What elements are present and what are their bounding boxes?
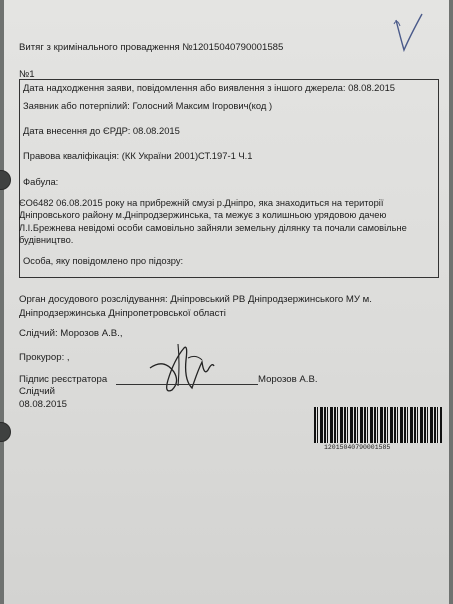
receipt-date-line: Дата надходження заяви, повідомлення або виявлення з іншого джерела: 08.08.2015 xyxy=(23,82,396,93)
legal-qualification-line: Правова кваліфікація: (КК України 2001)СТ.197-1 Ч.1 xyxy=(23,150,253,161)
investigator-line: Слідчий: Морозов А.В., xyxy=(19,328,123,339)
registrar-name: Морозов А.В. xyxy=(258,374,318,385)
case-details-box xyxy=(19,79,439,278)
suspect-line: Особа, яку повідомлено про підозру: xyxy=(23,255,184,266)
applicant-line: Заявник або потерпілий: Голосний Максим Ігорович(код ) xyxy=(23,100,273,111)
signature-line xyxy=(116,384,258,385)
document-title: Витяг з кримінального провадження №12015040790001585 xyxy=(19,42,284,53)
registrar-label: Підпис реєстратора xyxy=(19,374,108,385)
registrar-role: Слідчий xyxy=(19,386,55,397)
plot-label: Фабула: xyxy=(23,176,59,187)
barcode-number: 12015040790001585 xyxy=(324,444,391,451)
handwritten-signature xyxy=(144,340,220,398)
prosecutor-line: Прокурор: , xyxy=(19,352,70,363)
plot-text: ЄО6482 06.08.2015 року на прибрежній смузі р.Дніпро, яка знаходиться на території Дніпровського району м.Дніпродзержинська, та межує з колишньою урядовою дачею Л.І.Брежнева невідомі особи самовільно зайняли земельну ділянку та почали самовільне будівництво. xyxy=(19,198,407,246)
barcode xyxy=(314,407,442,443)
erdr-date-line: Дата внесення до ЄРДР: 08.08.2015 xyxy=(23,125,180,136)
document-page xyxy=(4,0,449,604)
investigation-organ: Орган досудового розслідування: Дніпровський РВ Дніпродзержинського МУ м. Дніпродзержинська Дніпропетровської області xyxy=(19,294,372,319)
handwritten-check-mark xyxy=(392,8,428,54)
registrar-date: 08.08.2015 xyxy=(19,399,68,410)
document-number: №1 xyxy=(19,69,35,80)
